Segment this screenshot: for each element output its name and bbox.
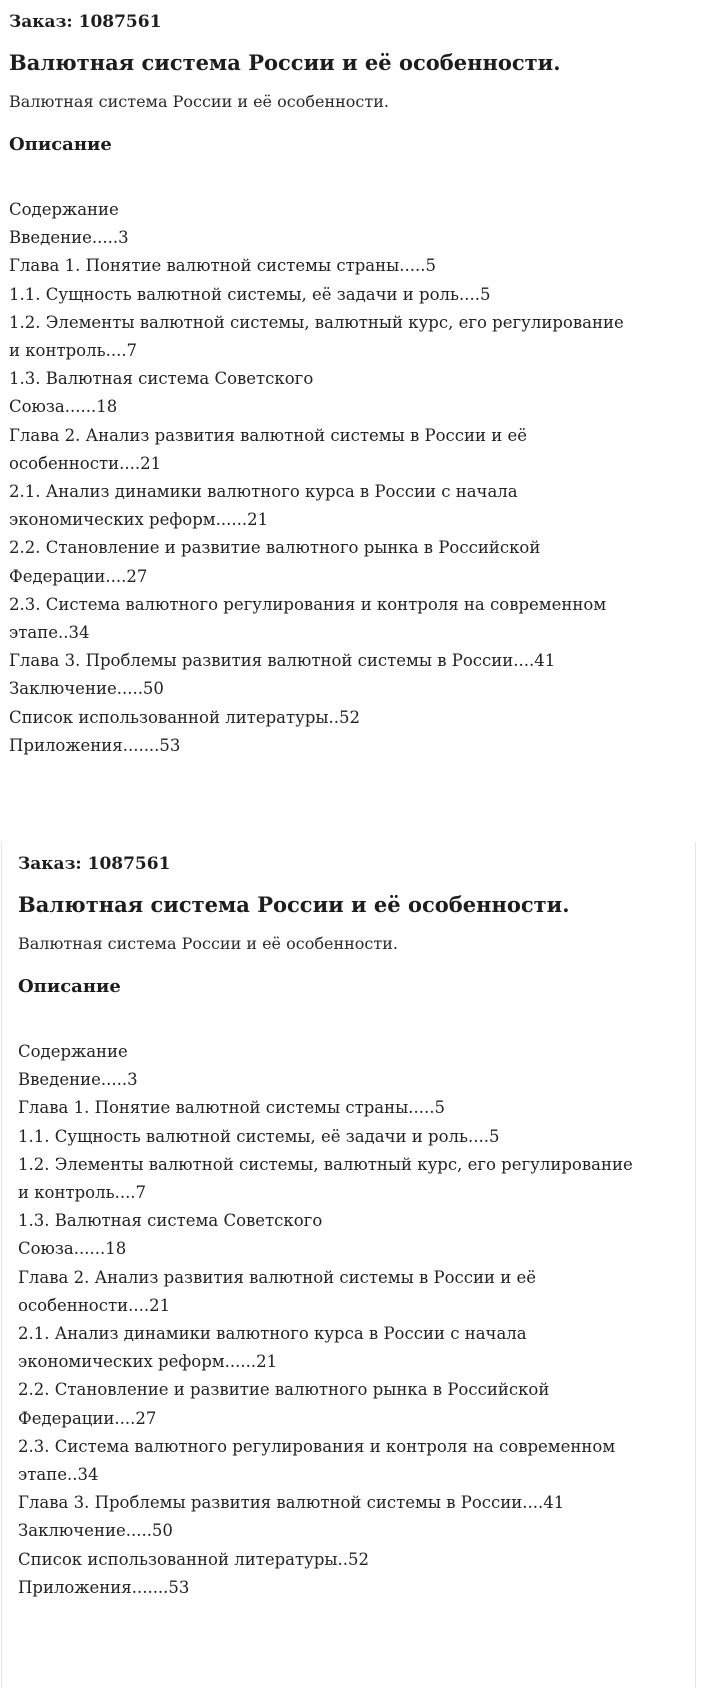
toc-line: Содержание xyxy=(9,200,119,219)
order-subtitle: Валютная система России и её особенности. xyxy=(9,92,389,111)
toc-line: Приложения.......53 xyxy=(18,1577,190,1597)
description-heading: Описание xyxy=(9,134,112,155)
toc-line: Введение.....3 xyxy=(18,1070,138,1090)
toc-line: 2.2. Становление и развитие валютного рынка в Российской xyxy=(18,1380,550,1400)
toc-line: Содержание xyxy=(18,1042,128,1061)
toc-line: Глава 3. Проблемы развития валютной системы в России....41 xyxy=(18,1493,565,1513)
toc-line: 1.2. Элементы валютной системы, валютный курс, его регулирование xyxy=(9,312,624,332)
toc-line: Приложения.......53 xyxy=(9,735,181,755)
toc-line: 1.3. Валютная система Советского xyxy=(18,1211,323,1231)
toc-line: особенности....21 xyxy=(18,1295,171,1315)
toc-line: Глава 2. Анализ развития валютной системы в России и её xyxy=(9,425,528,445)
order-card xyxy=(0,0,701,820)
order-number: Заказ: 1087561 xyxy=(9,12,162,32)
order-subtitle: Валютная система России и её особенности. xyxy=(18,934,398,953)
order-card-duplicate xyxy=(0,842,701,1688)
toc-line: Глава 1. Понятие валютной системы страны.....5 xyxy=(18,1098,445,1118)
toc-line: Союза......18 xyxy=(9,397,118,417)
toc-line: Федерации....27 xyxy=(18,1408,157,1428)
toc-line: 2.3. Система валютного регулирования и контроля на современном xyxy=(9,594,607,614)
toc-line: Введение.....3 xyxy=(9,228,129,248)
toc-line: этапе..34 xyxy=(9,623,90,643)
toc-line: и контроль....7 xyxy=(18,1183,147,1203)
toc-line: Федерации....27 xyxy=(9,566,148,586)
toc-line: 1.3. Валютная система Советского xyxy=(9,369,314,389)
toc-line: Список использованной литературы..52 xyxy=(18,1549,370,1569)
toc-line: 1.1. Сущность валютной системы, её задачи и роль....5 xyxy=(18,1126,500,1146)
toc-line: Глава 2. Анализ развития валютной системы в России и её xyxy=(18,1267,537,1287)
toc-line: Союза......18 xyxy=(18,1239,127,1259)
table-of-contents xyxy=(18,1038,693,1602)
toc-line: экономических реформ......21 xyxy=(18,1352,278,1372)
toc-line: 2.2. Становление и развитие валютного рынка в Российской xyxy=(9,538,541,558)
description-heading: Описание xyxy=(18,976,121,997)
toc-line: Глава 3. Проблемы развития валютной системы в России....41 xyxy=(9,651,556,671)
toc-line: особенности....21 xyxy=(9,453,162,473)
toc-line: 1.1. Сущность валютной системы, её задачи и роль....5 xyxy=(9,284,491,304)
toc-line: 2.1. Анализ динамики валютного курса в России с начала xyxy=(9,482,518,502)
toc-line: Глава 1. Понятие валютной системы страны.....5 xyxy=(9,256,436,276)
order-number: Заказ: 1087561 xyxy=(18,854,171,874)
order-title: Валютная система России и её особенности. xyxy=(18,892,570,917)
order-title: Валютная система России и её особенности. xyxy=(9,50,561,75)
toc-line: и контроль....7 xyxy=(9,341,138,361)
table-of-contents xyxy=(9,196,684,760)
toc-line: 1.2. Элементы валютной системы, валютный курс, его регулирование xyxy=(18,1154,633,1174)
toc-line: 2.3. Система валютного регулирования и контроля на современном xyxy=(18,1436,616,1456)
toc-line: Заключение.....50 xyxy=(18,1521,173,1541)
toc-line: Заключение.....50 xyxy=(9,679,164,699)
toc-line: Список использованной литературы..52 xyxy=(9,707,361,727)
toc-line: 2.1. Анализ динамики валютного курса в России с начала xyxy=(18,1324,527,1344)
toc-line: экономических реформ......21 xyxy=(9,510,269,530)
toc-line: этапе..34 xyxy=(18,1465,99,1485)
